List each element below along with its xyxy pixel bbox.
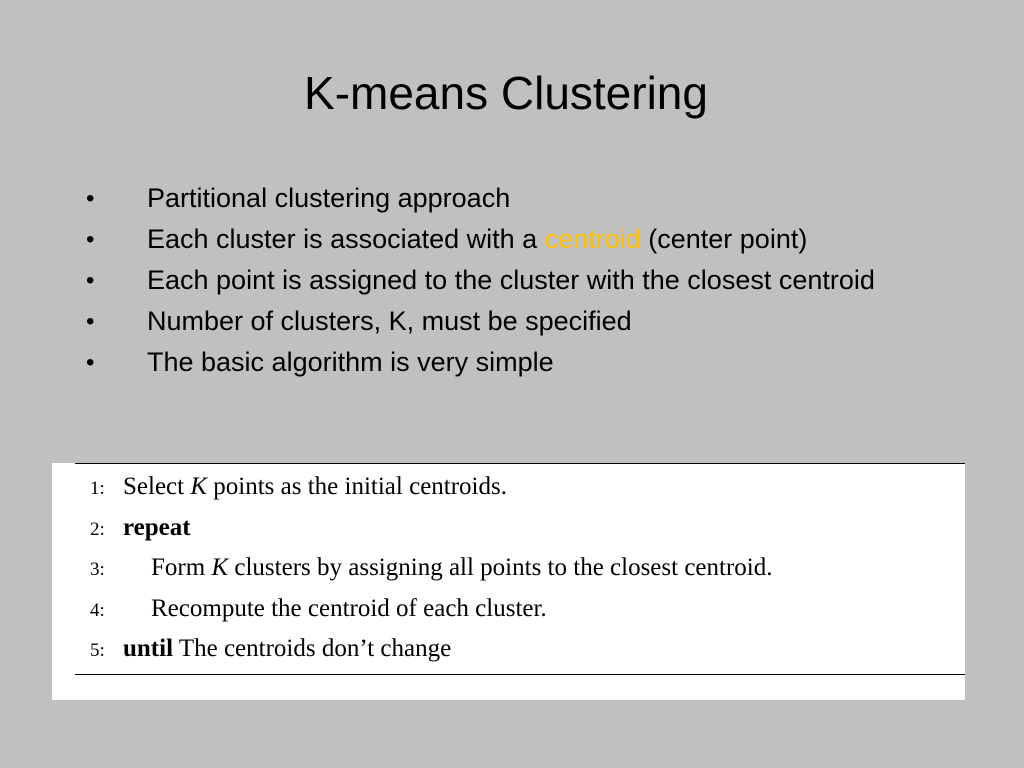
algorithm-line [90, 552, 773, 593]
algorithm-text: clusters by assigning all points to the closest centroid. [228, 554, 773, 581]
line-number: 1: [90, 478, 105, 499]
bullet-icon: • [86, 226, 95, 253]
highlighted-term: centroid [544, 224, 641, 254]
math-variable: K [190, 473, 208, 500]
math-variable: K [211, 554, 229, 581]
algorithm-keyword: until [123, 635, 174, 662]
line-number: 5: [90, 640, 105, 661]
bullet-text: Each point is assigned to the cluster with the closest centroid [147, 265, 875, 295]
bullet-item [86, 182, 956, 215]
bullet-item [86, 305, 956, 338]
algorithm-top-rule [75, 463, 965, 464]
line-number: 2: [90, 518, 105, 540]
line-number: 4: [90, 599, 105, 621]
algorithm-line [90, 471, 773, 512]
bullet-text: Each cluster is associated with a [147, 224, 545, 254]
bullet-icon: • [86, 308, 95, 335]
slide-title: K-means Clustering [304, 67, 708, 119]
bullet-list [86, 182, 956, 387]
bullet-item [86, 223, 956, 256]
algorithm-text: Recompute the centroid of each cluster. [151, 594, 547, 622]
algorithm-box [52, 463, 965, 700]
algorithm-line [90, 633, 773, 674]
algorithm-text: Form [151, 554, 212, 581]
bullet-text: Partitional clustering approach [147, 183, 511, 213]
bullet-icon: • [86, 185, 95, 212]
bullet-item [86, 346, 956, 379]
algorithm-line [90, 512, 773, 553]
algorithm-text: The centroids don’t change [173, 635, 452, 662]
algorithm-line [90, 593, 773, 634]
bullet-item [86, 264, 956, 297]
bullet-icon: • [86, 267, 95, 294]
bullet-text: The basic algorithm is very simple [147, 347, 554, 377]
algorithm-keyword: repeat [123, 513, 191, 541]
bullet-icon: • [86, 349, 95, 376]
line-number: 3: [90, 559, 105, 580]
algorithm-text: points as the initial centroids. [207, 473, 507, 500]
algorithm-lines [90, 471, 773, 674]
bullet-text: (center point) [640, 224, 808, 254]
algorithm-bottom-rule [75, 674, 965, 675]
algorithm-text: Select [123, 473, 191, 500]
bullet-text: Number of clusters, K, must be specified [147, 306, 632, 336]
